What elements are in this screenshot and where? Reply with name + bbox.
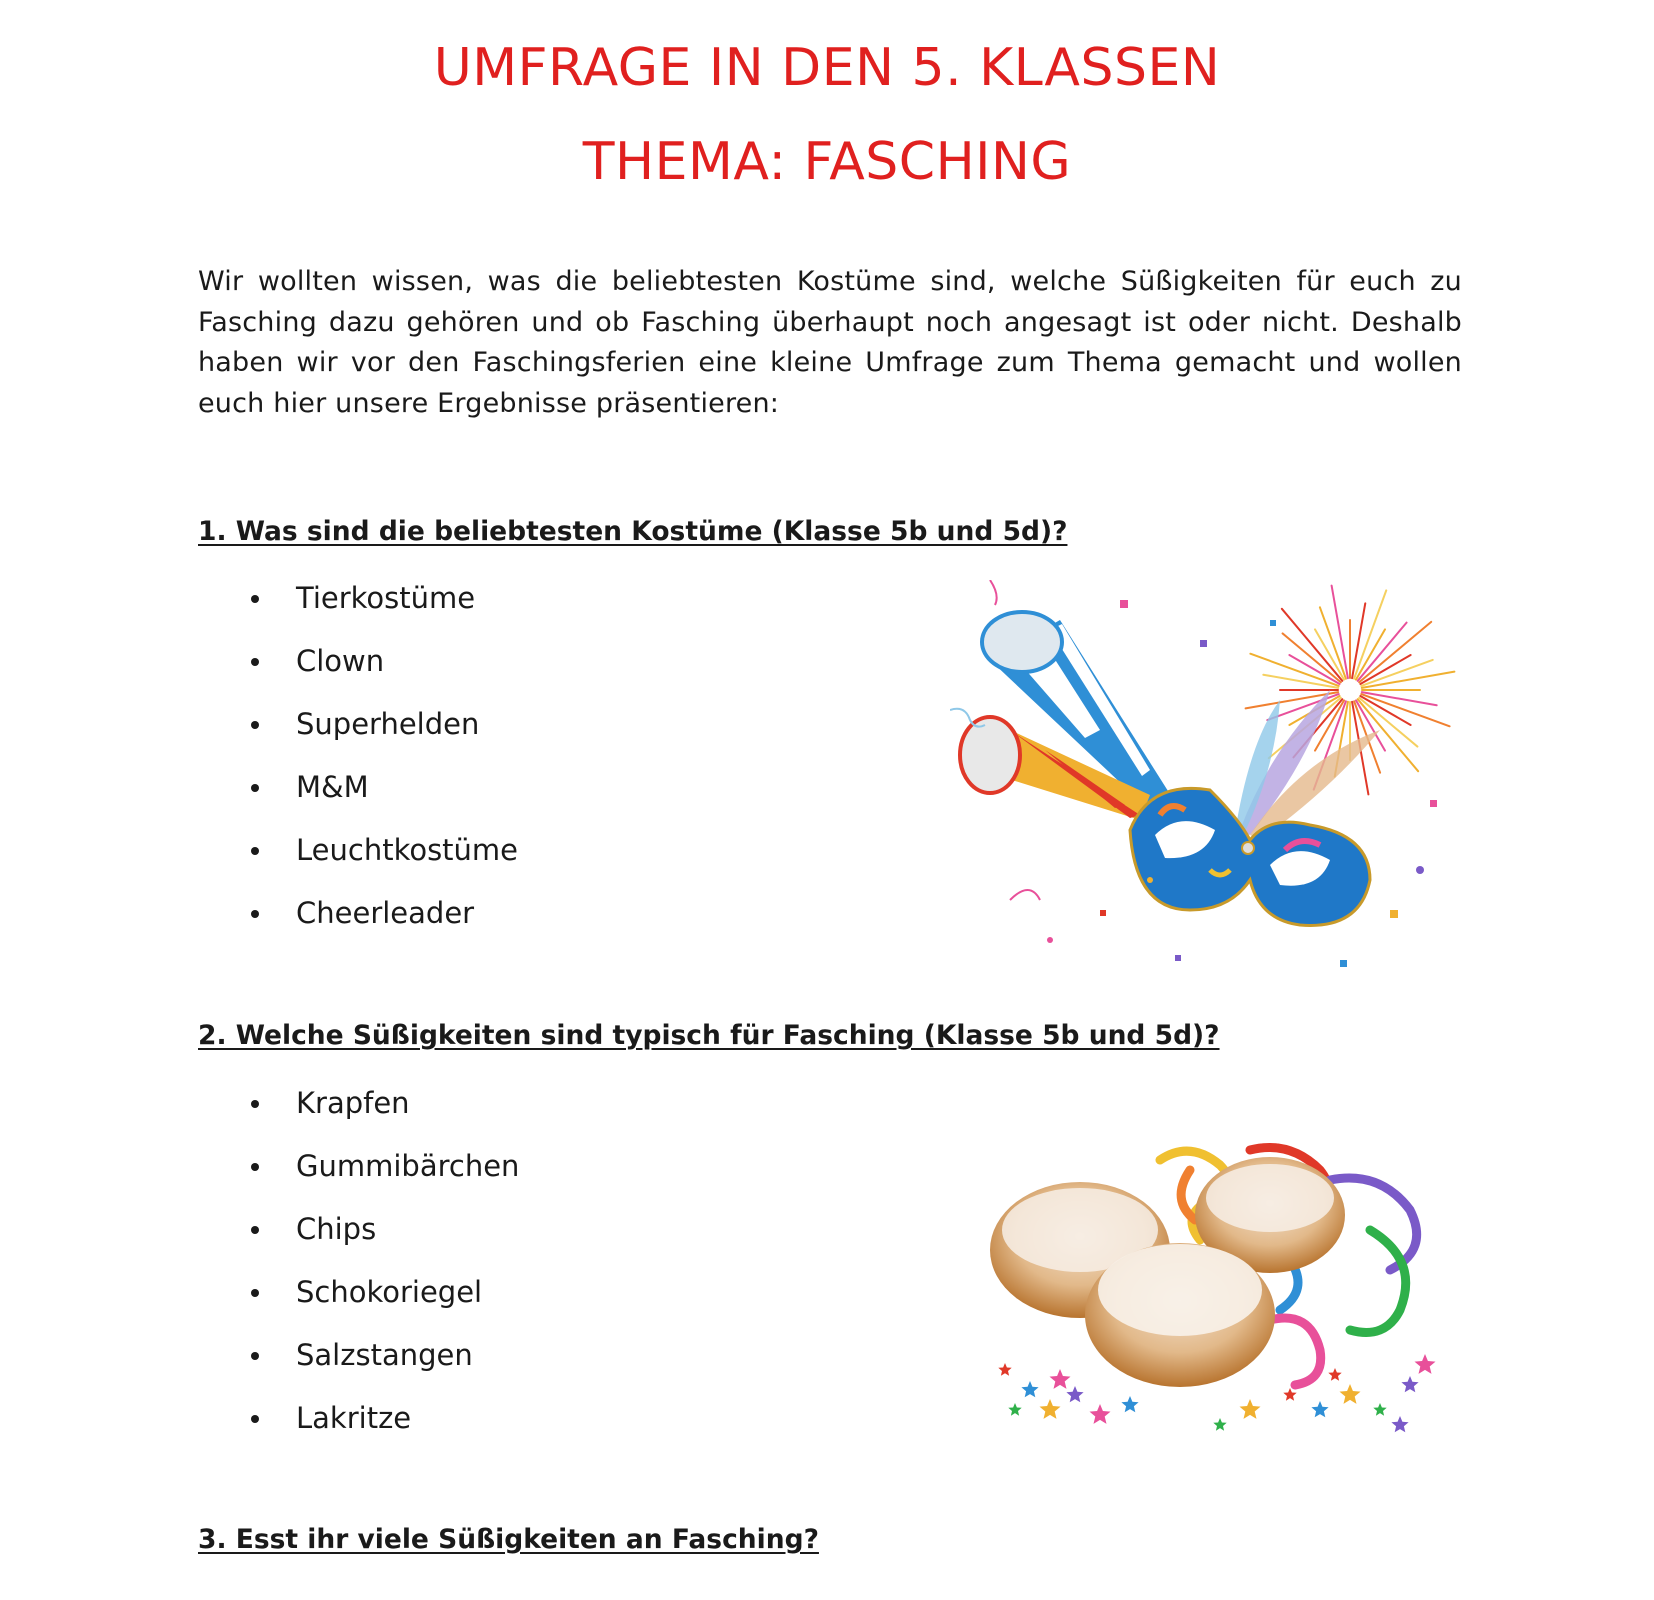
intro-paragraph: Wir wollten wissen, was die beliebtesten Kostüme sind, welche Süßigkeiten für euch zu Fasching dazu gehören und ob Fasching überhaupt noch angesagt ist oder nicht. Deshalb haben wir vor den Faschingsferien eine kleine Umfrage zum Thema gemacht und wollen euch hier unsere Ergebnisse präsentieren: [198, 266, 1462, 419]
list-item-text: Schokoriegel [296, 1275, 483, 1309]
list-item [248, 1083, 519, 1146]
bullet-dot [251, 910, 259, 918]
section-1-heading: 1. Was sind die beliebtesten Kostüme (Klasse 5b und 5d)? [198, 516, 1068, 547]
carnival-mask-illustration [950, 580, 1470, 990]
costume-list [248, 578, 518, 956]
list-item-text: Krapfen [296, 1086, 410, 1120]
list-item-text: Superhelden [296, 707, 480, 741]
list-item [248, 830, 518, 893]
krapfen-photo [990, 1140, 1440, 1440]
list-item-text: M&M [296, 770, 369, 804]
list-item [248, 641, 518, 704]
bullet-dot [251, 721, 259, 729]
list-item [248, 1272, 519, 1335]
bullet-dot [251, 1415, 259, 1423]
list-item-text: Chips [296, 1212, 377, 1246]
bullet-dot [251, 658, 259, 666]
list-item-text: Lakritze [296, 1401, 412, 1435]
list-item [248, 578, 518, 641]
bullet-dot [251, 1226, 259, 1234]
bullet-dot [251, 1352, 259, 1360]
list-item-text: Gummibärchen [296, 1149, 520, 1183]
page-title-line-1: UMFRAGE IN DEN 5. KLASSEN [433, 38, 1221, 98]
bullet-dot [251, 595, 259, 603]
list-item-text: Tierkostüme [296, 581, 476, 615]
list-item [248, 767, 518, 830]
list-item [248, 1398, 519, 1461]
list-item [248, 704, 518, 767]
list-item [248, 893, 518, 956]
list-item [248, 1335, 519, 1398]
list-item-text: Clown [296, 644, 385, 678]
bullet-dot [251, 784, 259, 792]
bullet-dot [251, 1289, 259, 1297]
list-item [248, 1209, 519, 1272]
section-3-heading: 3. Esst ihr viele Süßigkeiten an Fasching? [198, 1524, 819, 1555]
bullet-dot [251, 1163, 259, 1171]
list-item-text: Cheerleader [296, 896, 475, 930]
list-item-text: Leuchtkostüme [296, 833, 519, 867]
list-item [248, 1146, 519, 1209]
sweets-list [248, 1083, 519, 1461]
bullet-dot [251, 847, 259, 855]
bullet-dot [251, 1100, 259, 1108]
page-title-line-2: THEMA: FASCHING [582, 132, 1072, 192]
list-item-text: Salzstangen [296, 1338, 473, 1372]
section-2-heading: 2. Welche Süßigkeiten sind typisch für Fasching (Klasse 5b und 5d)? [198, 1020, 1220, 1051]
